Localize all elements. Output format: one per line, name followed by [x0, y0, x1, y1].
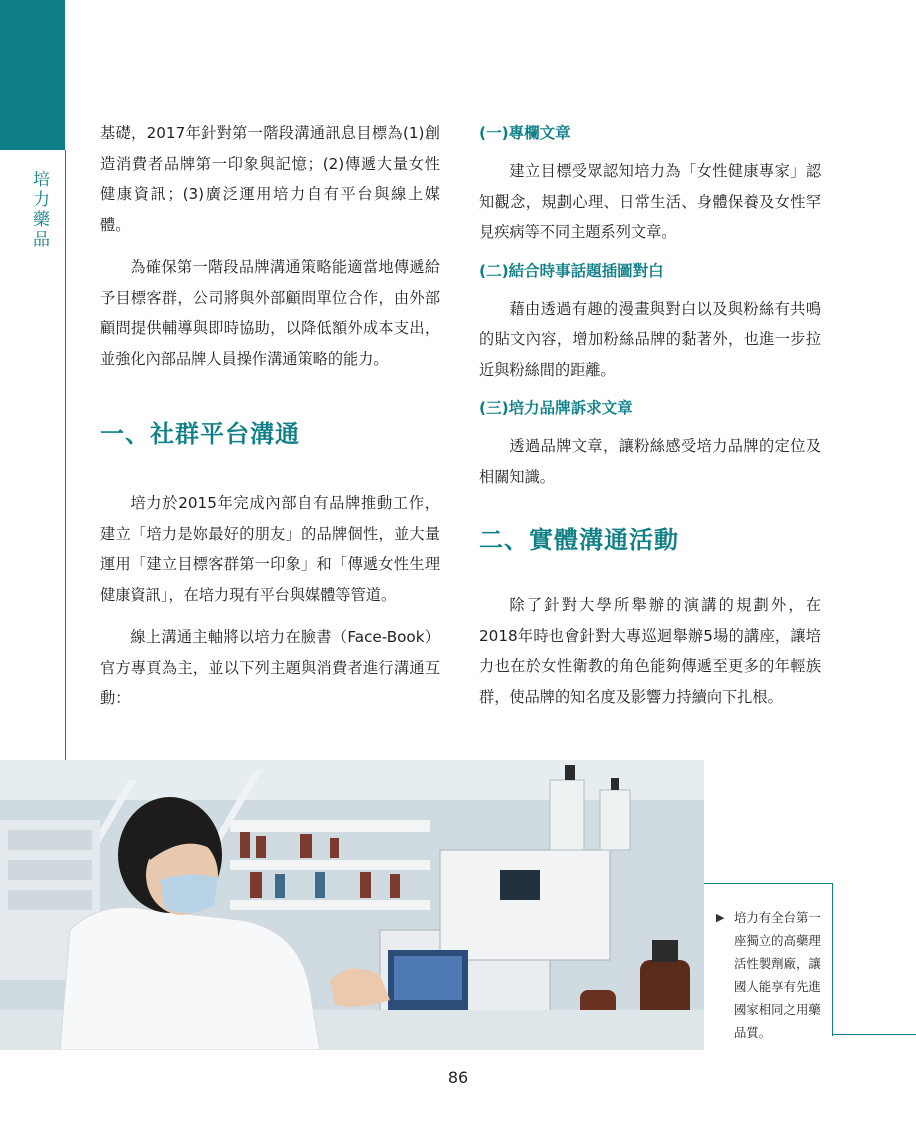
subheading-column-articles: (一)專欄文章: [479, 124, 571, 142]
section-heading-social: 一、社群平台溝通: [100, 420, 300, 448]
subheading-illustrations: (二)結合時事話題插圖對白: [479, 261, 664, 280]
body-paragraph-brand-articles: 透過品牌文章，讓粉絲感受培力品牌的定位及相關知識。: [479, 437, 821, 486]
body-paragraph-3: 培力於2015年完成內部自有品牌推動工作，建立「培力是妳最好的朋友」的品牌個性，並大量運用「建立目標客群第一印象」和「傳遞女性生理健康資訊」，在培力現有平台與媒體等管道。: [100, 494, 440, 604]
triangle-marker-icon: ▶: [716, 911, 725, 924]
body-paragraph-4: 線上溝通主軸將以培力在臉書（Face-Book）官方專頁為主，並以下列主題與消費者進行溝通互動：: [100, 628, 440, 707]
subheading-brand-articles: (三)培力品牌訴求文章: [479, 399, 633, 417]
sidebar-chapter-label: 培力藥品: [29, 170, 49, 250]
caption-frame-line: [832, 1034, 916, 1035]
body-paragraph-column-articles: 建立目標受眾認知培力為「女性健康專家」認知觀念，規劃心理、日常生活、身體保養及女性罕見疾病等不同主題系列文章。: [479, 162, 821, 241]
page-number: 86: [447, 1068, 469, 1087]
lab-photo: [0, 760, 704, 1050]
left-column: [100, 118, 440, 714]
right-column: [479, 118, 821, 712]
section-heading-events: 二、實體溝通活動: [479, 526, 679, 554]
header-color-block: [0, 0, 65, 150]
body-paragraph-1: 基礎，2017年針對第一階段溝通訊息目標為(1)創造消費者品牌第一印象與記憶；(2)傳遞大量女性健康資訊；(3)廣泛運用培力自有平台與線上媒體。: [100, 124, 440, 234]
body-paragraph-5: 除了針對大學所舉辦的演講的規劃外，在2018年時也會針對大專巡迴舉辦5場的講座，讓培力也在於女性衛教的角色能夠傳遞至更多的年輕族群，使品牌的知名度及影響力持續向下扎根。: [479, 596, 821, 706]
photo-caption: [716, 905, 830, 1044]
body-paragraph-illustrations: 藉由透過有趣的漫畫與對白以及與粉絲有共鳴的貼文內容，增加粉絲品牌的黏著外，也進一步拉近與粉絲間的距離。: [479, 299, 821, 379]
photo-caption-text: 培力有全台第一座獨立的高藥理活性製劑廠，讓國人能享有先進國家相同之用藥品質。: [734, 910, 821, 1040]
body-paragraph-2: 為確保第一階段品牌溝通策略能適當地傳遞給予目標客群，公司將與外部顧問單位合作，由外部顧問提供輔導與即時協助，以降低額外成本支出，並強化內部品牌人員操作溝通策略的能力。: [100, 258, 440, 368]
